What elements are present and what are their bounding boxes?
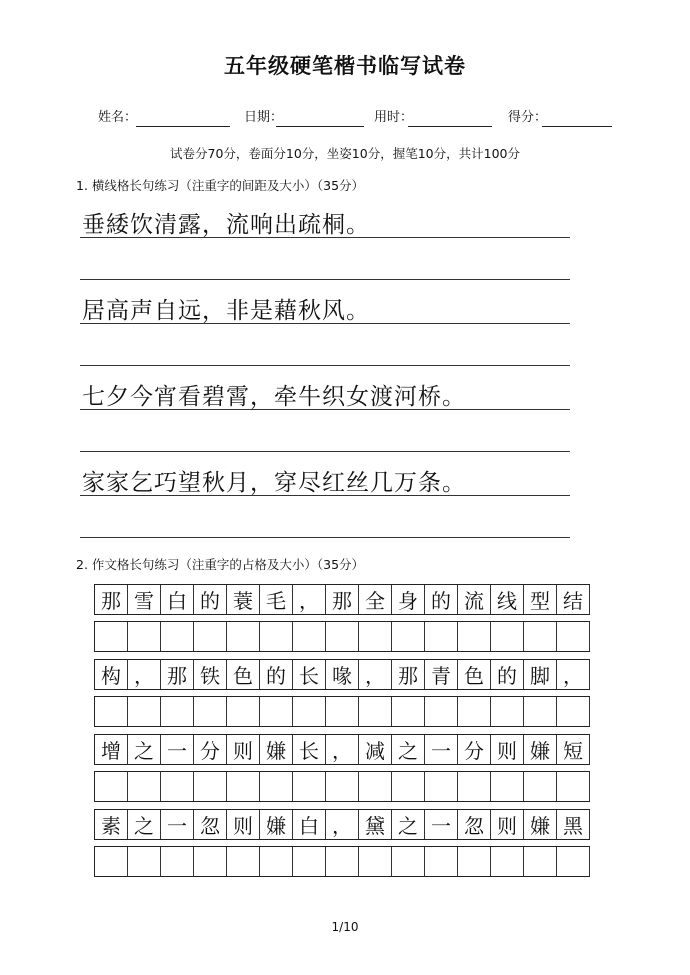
model-char-cell: ， (359, 660, 392, 689)
practice-row (94, 621, 590, 652)
model-char-cell: 则 (491, 735, 524, 764)
writing-line[interactable] (80, 409, 570, 410)
model-char-cell: 长 (293, 735, 326, 764)
model-char-cell: 那 (326, 585, 359, 614)
practice-cell[interactable] (524, 697, 557, 726)
model-char-cell: 的 (491, 660, 524, 689)
sentence-3: 七夕今宵看碧霄，牵牛织女渡河桥。 (82, 384, 466, 410)
model-char-cell: 毛 (260, 585, 293, 614)
model-char-cell: 脚 (524, 660, 557, 689)
practice-cell[interactable] (293, 847, 326, 876)
practice-cell[interactable] (293, 697, 326, 726)
writing-line[interactable] (80, 495, 570, 496)
model-char-cell: 则 (227, 735, 260, 764)
practice-cell[interactable] (491, 772, 524, 801)
practice-cell[interactable] (128, 772, 161, 801)
date-label: 日期： (244, 110, 284, 125)
practice-cell[interactable] (260, 622, 293, 651)
practice-cell[interactable] (524, 847, 557, 876)
model-char-cell: 嫌 (524, 735, 557, 764)
model-char-cell: 那 (392, 660, 425, 689)
practice-cell[interactable] (359, 772, 392, 801)
practice-cell[interactable] (557, 847, 590, 876)
practice-cell[interactable] (392, 622, 425, 651)
sentence-2: 居高声自远，非是藉秋风。 (82, 298, 370, 324)
model-char-cell: 身 (392, 585, 425, 614)
practice-cell[interactable] (425, 772, 458, 801)
model-char-cell: 增 (95, 735, 128, 764)
model-char-cell: 之 (128, 735, 161, 764)
name-label: 姓名： (98, 110, 138, 125)
sentence-4: 家家乞巧望秋月，穿尽红丝几万条。 (82, 470, 466, 496)
model-char-cell: 忽 (194, 810, 227, 839)
model-char-cell: 型 (524, 585, 557, 614)
score-field[interactable] (542, 126, 612, 127)
model-char-cell: ， (326, 810, 359, 839)
practice-cell[interactable] (128, 697, 161, 726)
practice-cell[interactable] (326, 847, 359, 876)
practice-cell[interactable] (458, 622, 491, 651)
model-char-cell: ， (128, 660, 161, 689)
practice-cell[interactable] (326, 622, 359, 651)
model-char-cell: 长 (293, 660, 326, 689)
model-char-cell: 嫌 (524, 810, 557, 839)
model-char-cell: ， (293, 585, 326, 614)
practice-row (94, 846, 590, 877)
practice-cell[interactable] (557, 622, 590, 651)
practice-cell[interactable] (95, 622, 128, 651)
practice-cell[interactable] (392, 772, 425, 801)
practice-cell[interactable] (227, 697, 260, 726)
section1-heading: 1. 横线格长句练习（注重字的间距及大小）（35分） (76, 178, 365, 193)
model-char-cell: 一 (161, 810, 194, 839)
practice-cell[interactable] (95, 697, 128, 726)
practice-cell[interactable] (491, 697, 524, 726)
model-char-cell: 忽 (458, 810, 491, 839)
practice-cell[interactable] (161, 697, 194, 726)
model-char-cell: 流 (458, 585, 491, 614)
model-char-cell: 分 (458, 735, 491, 764)
model-char-cell: 一 (425, 810, 458, 839)
practice-cell[interactable] (326, 697, 359, 726)
model-char-cell: 的 (194, 585, 227, 614)
practice-cell[interactable] (293, 622, 326, 651)
practice-cell[interactable] (260, 697, 293, 726)
model-char-cell: 之 (128, 810, 161, 839)
practice-cell[interactable] (95, 772, 128, 801)
model-char-cell: 则 (491, 810, 524, 839)
practice-row (94, 696, 590, 727)
score-breakdown: 试卷分70分，卷面分10分，坐姿10分，握笔10分，共计100分 (170, 146, 520, 161)
model-char-cell: 之 (392, 735, 425, 764)
practice-cell[interactable] (194, 847, 227, 876)
model-char-cell: 一 (161, 735, 194, 764)
practice-cell[interactable] (161, 622, 194, 651)
model-char-cell: 线 (491, 585, 524, 614)
practice-cell[interactable] (227, 847, 260, 876)
practice-cell[interactable] (161, 772, 194, 801)
writing-line[interactable] (80, 323, 570, 324)
writing-line[interactable] (80, 365, 570, 366)
model-char-cell: 色 (227, 660, 260, 689)
model-char-cell: 全 (359, 585, 392, 614)
practice-cell[interactable] (458, 847, 491, 876)
practice-cell[interactable] (359, 697, 392, 726)
practice-cell[interactable] (194, 697, 227, 726)
practice-cell[interactable] (491, 622, 524, 651)
model-char-cell: 黑 (557, 810, 590, 839)
practice-cell[interactable] (326, 772, 359, 801)
writing-line[interactable] (80, 451, 570, 452)
model-text-row (94, 659, 590, 690)
model-char-cell: 黛 (359, 810, 392, 839)
date-field[interactable] (276, 126, 364, 127)
student-info-row (0, 106, 690, 130)
model-text-row (94, 734, 590, 765)
writing-line[interactable] (80, 237, 570, 238)
practice-cell[interactable] (524, 772, 557, 801)
practice-cell[interactable] (194, 622, 227, 651)
practice-cell[interactable] (194, 772, 227, 801)
writing-line[interactable] (80, 279, 570, 280)
model-text-row (94, 584, 590, 615)
model-char-cell: 一 (425, 735, 458, 764)
practice-cell[interactable] (359, 847, 392, 876)
model-char-cell: 白 (161, 585, 194, 614)
practice-cell[interactable] (425, 622, 458, 651)
model-text-row (94, 809, 590, 840)
practice-cell[interactable] (260, 772, 293, 801)
page-number: 1/10 (331, 920, 359, 934)
writing-line[interactable] (80, 537, 570, 538)
practice-cell[interactable] (227, 622, 260, 651)
practice-cell[interactable] (359, 622, 392, 651)
practice-cell[interactable] (458, 697, 491, 726)
practice-cell[interactable] (95, 847, 128, 876)
practice-cell[interactable] (425, 847, 458, 876)
practice-cell[interactable] (128, 622, 161, 651)
model-char-cell: 青 (425, 660, 458, 689)
page-title: 五年级硬笔楷书临写试卷 (224, 54, 466, 78)
model-char-cell: 减 (359, 735, 392, 764)
practice-cell[interactable] (524, 622, 557, 651)
model-char-cell: 白 (293, 810, 326, 839)
model-char-cell: ， (326, 735, 359, 764)
model-char-cell: 则 (227, 810, 260, 839)
model-char-cell: 的 (425, 585, 458, 614)
time-label: 用时： (374, 110, 414, 125)
practice-cell[interactable] (293, 772, 326, 801)
model-char-cell: 短 (557, 735, 590, 764)
practice-cell[interactable] (458, 772, 491, 801)
practice-cell[interactable] (128, 847, 161, 876)
practice-row (94, 771, 590, 802)
model-char-cell: 的 (260, 660, 293, 689)
model-char-cell: ， (557, 660, 590, 689)
model-char-cell: 嫌 (260, 735, 293, 764)
model-char-cell: 素 (95, 810, 128, 839)
practice-cell[interactable] (425, 697, 458, 726)
practice-cell[interactable] (227, 772, 260, 801)
model-char-cell: 雪 (128, 585, 161, 614)
model-char-cell: 蓑 (227, 585, 260, 614)
score-label: 得分： (508, 110, 548, 125)
practice-cell[interactable] (557, 772, 590, 801)
name-field[interactable] (136, 126, 230, 127)
section2-heading: 2. 作文格长句练习（注重字的占格及大小）（35分） (76, 557, 365, 572)
model-char-cell: 那 (161, 660, 194, 689)
practice-cell[interactable] (557, 697, 590, 726)
model-char-cell: 结 (557, 585, 590, 614)
practice-cell[interactable] (161, 847, 194, 876)
time-field[interactable] (408, 126, 492, 127)
model-char-cell: 色 (458, 660, 491, 689)
model-char-cell: 那 (95, 585, 128, 614)
model-char-cell: 构 (95, 660, 128, 689)
practice-cell[interactable] (392, 697, 425, 726)
model-char-cell: 分 (194, 735, 227, 764)
model-char-cell: 之 (392, 810, 425, 839)
practice-cell[interactable] (491, 847, 524, 876)
practice-cell[interactable] (260, 847, 293, 876)
model-char-cell: 嫌 (260, 810, 293, 839)
model-char-cell: 铁 (194, 660, 227, 689)
practice-cell[interactable] (392, 847, 425, 876)
model-char-cell: 喙 (326, 660, 359, 689)
sentence-1: 垂緌饮清露，流响出疏桐。 (82, 212, 370, 238)
